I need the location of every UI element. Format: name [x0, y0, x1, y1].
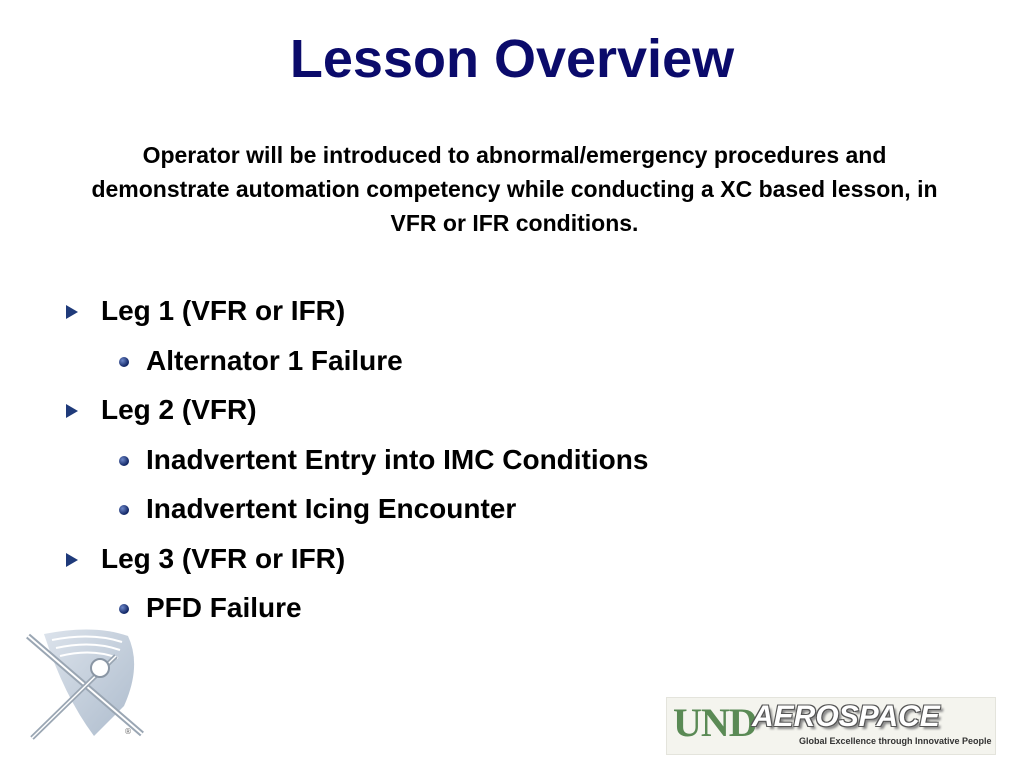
dot-bullet-icon — [119, 357, 129, 367]
bullet-label: Leg 2 (VFR) — [101, 394, 257, 425]
arrow-bullet-icon — [66, 553, 78, 567]
dot-bullet-icon — [119, 505, 129, 515]
logo-und-text: UND — [673, 700, 757, 745]
sub-bullet-label: PFD Failure — [146, 592, 302, 623]
list-item — [60, 583, 960, 633]
und-aerospace-logo — [666, 697, 996, 755]
aircraft-emblem-icon — [24, 626, 150, 746]
list-item — [60, 435, 960, 485]
sub-bullet-label: Alternator 1 Failure — [146, 344, 403, 376]
dot-bullet-icon — [119, 456, 129, 466]
logo-aerospace-text: AEROSPACE — [752, 700, 940, 733]
svg-text:®: ® — [124, 727, 132, 736]
dot-bullet-icon — [119, 604, 129, 614]
list-item — [60, 534, 960, 584]
intro-paragraph: Operator will be introduced to abnormal/emergency procedures and demonstrate automation competency while conducting a XC based lesson, in VFR or IFR conditions. — [91, 142, 938, 236]
list-item — [60, 336, 960, 386]
sub-bullet-label: Inadvertent Entry into IMC Conditions — [146, 443, 649, 475]
list-item — [60, 286, 960, 336]
list-item — [60, 385, 960, 435]
bullet-list — [60, 286, 960, 633]
arrow-bullet-icon — [66, 305, 78, 319]
list-item — [60, 484, 960, 534]
slide-title: Lesson Overview — [289, 29, 735, 89]
logo-tagline: Global Excellence through Innovative People — [799, 736, 992, 746]
sub-bullet-label: Inadvertent Icing Encounter — [146, 493, 517, 524]
arrow-bullet-icon — [66, 404, 78, 418]
bullet-label: Leg 1 (VFR or IFR) — [101, 295, 346, 326]
bullet-label: Leg 3 (VFR or IFR) — [101, 542, 346, 574]
